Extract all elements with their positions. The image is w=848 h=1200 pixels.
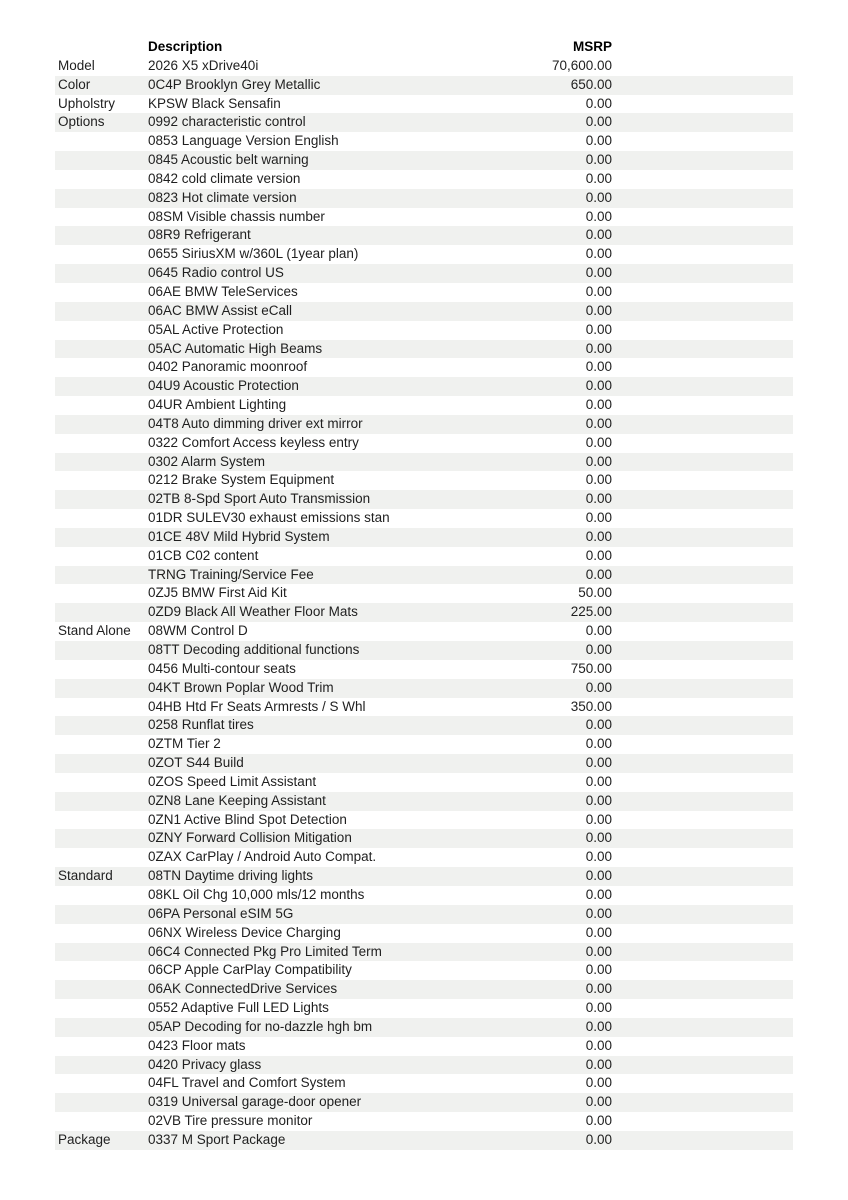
description-cell: 06PA Personal eSIM 5G xyxy=(148,905,294,921)
description-cell: 06NX Wireless Device Charging xyxy=(148,924,341,940)
table-row xyxy=(55,1131,793,1150)
vehicle-spec-table xyxy=(55,38,793,1150)
msrp-cell: 0.00 xyxy=(585,981,612,997)
table-row xyxy=(55,151,793,170)
table-row xyxy=(55,886,793,905)
description-cell: 2026 X5 xDrive40i xyxy=(148,57,259,73)
msrp-cell: 0.00 xyxy=(585,170,612,186)
description-cell: 0423 Floor mats xyxy=(148,1037,246,1053)
msrp-cell: 0.00 xyxy=(585,472,612,488)
description-cell: 05AC Automatic High Beams xyxy=(148,340,323,356)
msrp-cell: 0.00 xyxy=(585,246,612,262)
msrp-cell: 0.00 xyxy=(585,755,612,771)
msrp-cell: 0.00 xyxy=(585,962,612,978)
msrp-cell: 0.00 xyxy=(585,736,612,752)
msrp-cell: 0.00 xyxy=(585,1037,612,1053)
table-row xyxy=(55,641,793,660)
msrp-cell: 0.00 xyxy=(585,905,612,921)
msrp-header: MSRP xyxy=(572,39,612,54)
table-row xyxy=(55,999,793,1018)
table-row xyxy=(55,584,793,603)
description-cell: TRNG Training/Service Fee xyxy=(148,566,314,582)
msrp-cell: 0.00 xyxy=(585,510,612,526)
description-cell: 06AC BMW Assist eCall xyxy=(148,302,293,318)
table-row xyxy=(55,943,793,962)
description-cell: 01DR SULEV30 exhaust emissions stan xyxy=(148,510,390,526)
msrp-cell: 0.00 xyxy=(585,321,612,337)
table-row xyxy=(55,924,793,943)
msrp-cell: 0.00 xyxy=(585,717,612,733)
msrp-cell: 0.00 xyxy=(585,773,612,789)
description-cell: 0ZN1 Active Blind Spot Detection xyxy=(148,811,347,827)
msrp-cell: 0.00 xyxy=(585,114,612,130)
msrp-cell: 0.00 xyxy=(585,491,612,507)
msrp-cell: 0.00 xyxy=(585,623,612,639)
msrp-cell: 0.00 xyxy=(585,397,612,413)
description-cell: 08R9 Refrigerant xyxy=(148,227,251,243)
table-row xyxy=(55,1018,793,1037)
table-row xyxy=(55,283,793,302)
category-cell: Options xyxy=(58,114,105,130)
msrp-cell: 0.00 xyxy=(585,283,612,299)
msrp-cell: 0.00 xyxy=(585,359,612,375)
description-cell: 0258 Runflat tires xyxy=(148,717,254,733)
description-cell: 0319 Universal garage-door opener xyxy=(148,1094,362,1110)
description-cell: 04HB Htd Fr Seats Armrests / S Whl xyxy=(148,698,366,714)
msrp-cell: 0.00 xyxy=(585,1094,612,1110)
table-row xyxy=(55,396,793,415)
table-row xyxy=(55,95,793,114)
description-cell: 08TN Daytime driving lights xyxy=(148,868,314,884)
description-cell: 02TB 8-Spd Sport Auto Transmission xyxy=(148,491,371,507)
msrp-cell: 0.00 xyxy=(585,886,612,902)
table-row xyxy=(55,566,793,585)
description-cell: 0645 Radio control US xyxy=(148,265,284,281)
table-row xyxy=(55,829,793,848)
table-row xyxy=(55,132,793,151)
table-row xyxy=(55,57,793,76)
msrp-cell: 0.00 xyxy=(585,679,612,695)
msrp-cell: 0.00 xyxy=(585,227,612,243)
description-cell: 08SM Visible chassis number xyxy=(148,208,325,224)
description-cell: 0302 Alarm System xyxy=(148,453,266,469)
table-row xyxy=(55,264,793,283)
description-cell: 0ZNY Forward Collision Mitigation xyxy=(148,830,352,846)
description-header: Description xyxy=(148,39,223,54)
description-cell: 04UR Ambient Lighting xyxy=(148,397,287,413)
msrp-cell: 350.00 xyxy=(570,698,612,714)
msrp-cell: 0.00 xyxy=(585,924,612,940)
msrp-cell: 0.00 xyxy=(585,415,612,431)
msrp-cell: 0.00 xyxy=(585,1075,612,1091)
msrp-cell: 0.00 xyxy=(585,849,612,865)
description-cell: 0337 M Sport Package xyxy=(148,1131,286,1147)
msrp-cell: 0.00 xyxy=(585,453,612,469)
msrp-cell: 0.00 xyxy=(585,95,612,111)
description-cell: 0552 Adaptive Full LED Lights xyxy=(148,1000,329,1016)
description-cell: 04T8 Auto dimming driver ext mirror xyxy=(148,415,363,431)
msrp-cell: 0.00 xyxy=(585,434,612,450)
table-body xyxy=(55,57,793,1150)
table-row xyxy=(55,1093,793,1112)
description-cell: 01CB C02 content xyxy=(148,547,259,563)
table-row xyxy=(55,716,793,735)
msrp-cell: 0.00 xyxy=(585,208,612,224)
table-row xyxy=(55,321,793,340)
msrp-cell: 0.00 xyxy=(585,340,612,356)
msrp-cell: 0.00 xyxy=(585,189,612,205)
description-cell: 06C4 Connected Pkg Pro Limited Term xyxy=(148,943,382,959)
description-cell: 0853 Language Version English xyxy=(148,133,339,149)
table-row xyxy=(55,698,793,717)
table-row xyxy=(55,170,793,189)
table-row xyxy=(55,113,793,132)
table-row xyxy=(55,434,793,453)
table-row xyxy=(55,735,793,754)
table-row xyxy=(55,509,793,528)
description-cell: 0ZAX CarPlay / Android Auto Compat. xyxy=(148,849,377,865)
table-row xyxy=(55,1037,793,1056)
table-row xyxy=(55,490,793,509)
description-cell: 0ZOT S44 Build xyxy=(148,755,244,771)
description-cell: 04U9 Acoustic Protection xyxy=(148,378,299,394)
msrp-cell: 0.00 xyxy=(585,830,612,846)
description-cell: 06CP Apple CarPlay Compatibility xyxy=(148,962,352,978)
msrp-cell: 0.00 xyxy=(585,811,612,827)
msrp-cell: 0.00 xyxy=(585,1131,612,1147)
category-cell: Color xyxy=(58,76,91,92)
table-row xyxy=(55,811,793,830)
description-cell: 0322 Comfort Access keyless entry xyxy=(148,434,359,450)
msrp-cell: 0.00 xyxy=(585,265,612,281)
table-row xyxy=(55,208,793,227)
description-cell: 0212 Brake System Equipment xyxy=(148,472,335,488)
description-cell: 04KT Brown Poplar Wood Trim xyxy=(148,679,334,695)
description-cell: 0ZD9 Black All Weather Floor Mats xyxy=(148,604,358,620)
table-row xyxy=(55,226,793,245)
description-cell: 0842 cold climate version xyxy=(148,170,301,186)
table-row xyxy=(55,528,793,547)
msrp-cell: 0.00 xyxy=(585,547,612,563)
category-cell: Model xyxy=(58,57,95,73)
msrp-cell: 0.00 xyxy=(585,378,612,394)
table-row xyxy=(55,471,793,490)
description-cell: 05AL Active Protection xyxy=(148,321,284,337)
table-row xyxy=(55,905,793,924)
table-row xyxy=(55,340,793,359)
description-cell: 0456 Multi-contour seats xyxy=(148,660,296,676)
msrp-cell: 0.00 xyxy=(585,566,612,582)
category-cell: Upholstry xyxy=(58,95,116,111)
msrp-cell: 0.00 xyxy=(585,642,612,657)
table-row xyxy=(55,754,793,773)
description-cell: 0C4P Brooklyn Grey Metallic xyxy=(148,76,321,92)
msrp-cell: 0.00 xyxy=(585,302,612,318)
description-cell: 0ZJ5 BMW First Aid Kit xyxy=(148,585,287,601)
table-row xyxy=(55,773,793,792)
table-row xyxy=(55,1074,793,1093)
msrp-cell: 0.00 xyxy=(585,792,612,808)
table-row xyxy=(55,547,793,566)
msrp-cell: 750.00 xyxy=(570,660,612,676)
description-cell: 05AP Decoding for no-dazzle hgh bm xyxy=(148,1018,373,1034)
table-row xyxy=(55,792,793,811)
table-row xyxy=(55,377,793,396)
msrp-cell: 50.00 xyxy=(578,585,612,601)
msrp-cell: 225.00 xyxy=(570,604,612,620)
table-row xyxy=(55,961,793,980)
description-cell: 0420 Privacy glass xyxy=(148,1056,262,1072)
description-cell: 0655 SiriusXM w/360L (1year plan) xyxy=(148,246,359,262)
table-row xyxy=(55,848,793,867)
table-row xyxy=(55,358,793,377)
table-row xyxy=(55,1056,793,1075)
table-row xyxy=(55,245,793,264)
msrp-cell: 650.00 xyxy=(570,76,612,92)
category-cell: Package xyxy=(58,1131,111,1147)
table-header-row xyxy=(55,38,793,57)
description-cell: 04FL Travel and Comfort System xyxy=(148,1075,346,1091)
description-cell: 02VB Tire pressure monitor xyxy=(148,1113,313,1129)
table-row xyxy=(55,622,793,641)
msrp-cell: 0.00 xyxy=(585,133,612,149)
msrp-cell: 0.00 xyxy=(585,528,612,544)
table-row xyxy=(55,980,793,999)
description-cell: 0992 characteristic control xyxy=(148,114,306,130)
description-cell: 0ZTM Tier 2 xyxy=(148,736,221,752)
table-row xyxy=(55,603,793,622)
description-cell: 08TT Decoding additional functions xyxy=(148,642,360,657)
description-cell: 08WM Control D xyxy=(148,623,248,639)
msrp-cell: 0.00 xyxy=(585,868,612,884)
description-cell: 0ZOS Speed Limit Assistant xyxy=(148,773,317,789)
table-row xyxy=(55,302,793,321)
table-row xyxy=(55,1112,793,1131)
description-cell: KPSW Black Sensafin xyxy=(148,95,281,111)
table-row xyxy=(55,660,793,679)
table-row xyxy=(55,189,793,208)
table-row xyxy=(55,679,793,698)
description-cell: 0402 Panoramic moonroof xyxy=(148,359,308,375)
description-cell: 0ZN8 Lane Keeping Assistant xyxy=(148,792,326,808)
description-cell: 06AE BMW TeleServices xyxy=(148,283,298,299)
msrp-cell: 0.00 xyxy=(585,152,612,168)
msrp-cell: 70,600.00 xyxy=(551,57,612,73)
description-cell: 0845 Acoustic belt warning xyxy=(148,152,309,168)
table-row xyxy=(55,76,793,95)
category-cell: Stand Alone xyxy=(58,623,131,639)
table-row xyxy=(55,415,793,434)
description-cell: 06AK ConnectedDrive Services xyxy=(148,981,338,997)
msrp-cell: 0.00 xyxy=(585,1113,612,1129)
msrp-cell: 0.00 xyxy=(585,1018,612,1034)
description-cell: 0823 Hot climate version xyxy=(148,189,297,205)
description-cell: 08KL Oil Chg 10,000 mls/12 months xyxy=(148,886,365,902)
msrp-cell: 0.00 xyxy=(585,1056,612,1072)
description-cell: 01CE 48V Mild Hybrid System xyxy=(148,528,330,544)
table-row xyxy=(55,867,793,886)
table-row xyxy=(55,453,793,472)
msrp-cell: 0.00 xyxy=(585,1000,612,1016)
category-cell: Standard xyxy=(58,868,113,884)
msrp-cell: 0.00 xyxy=(585,943,612,959)
